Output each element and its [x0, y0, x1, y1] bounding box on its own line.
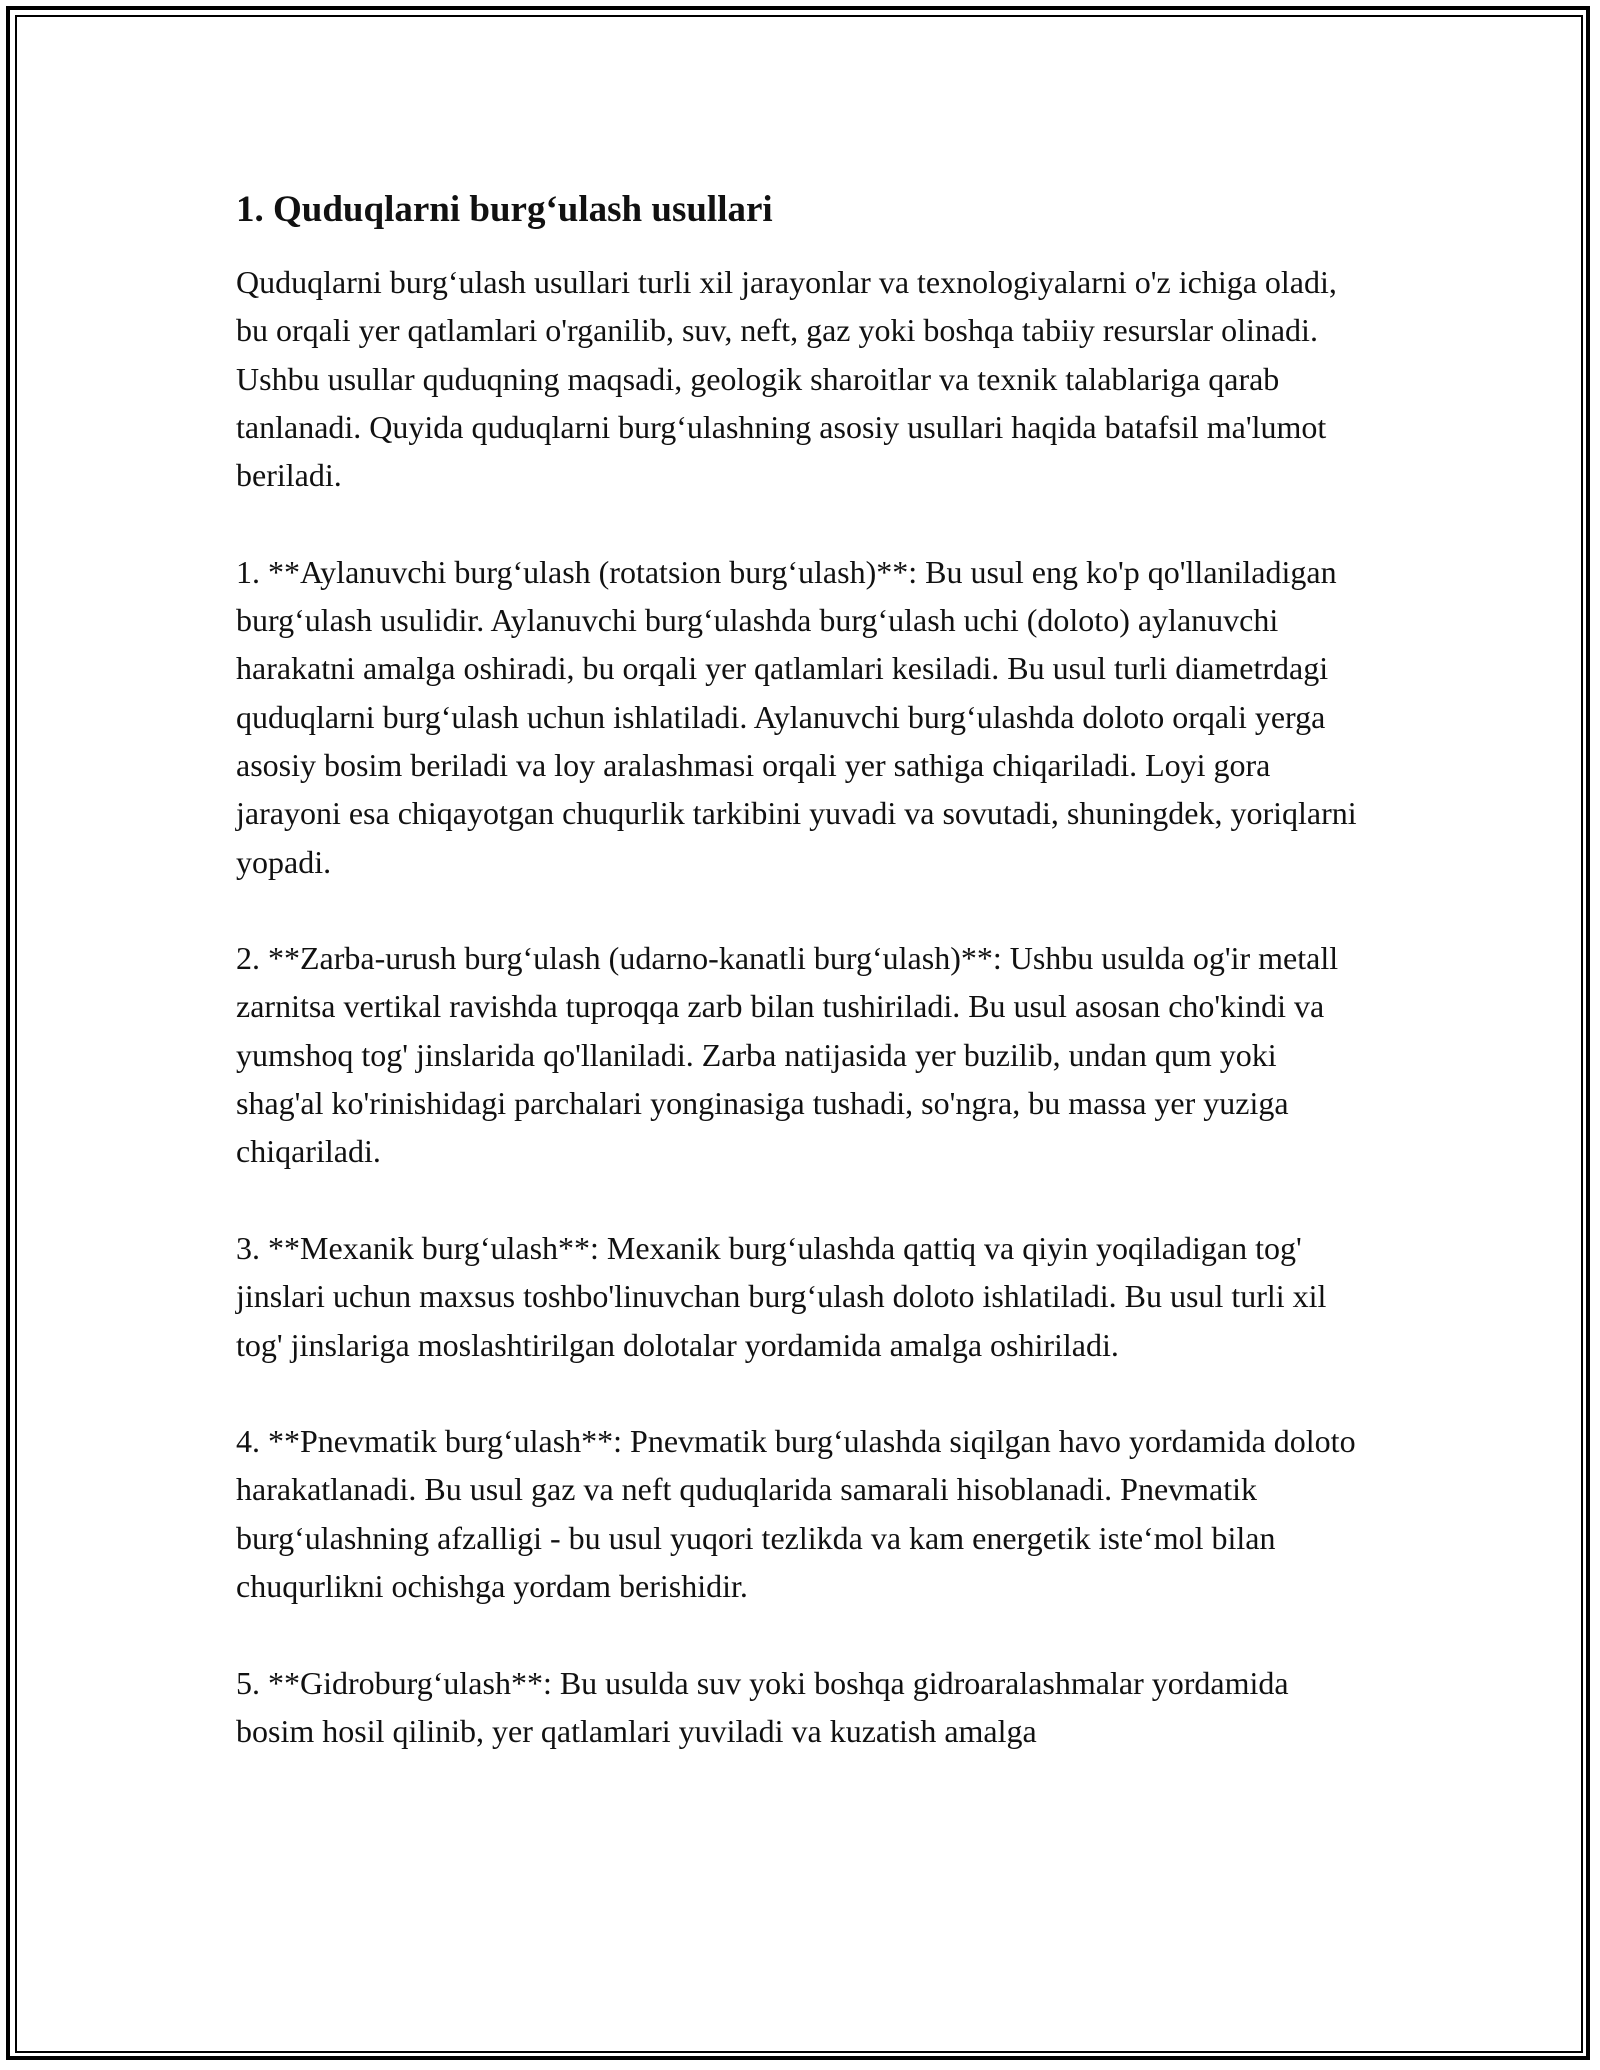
method-pneumatic-paragraph: 4. **Pnevmatik burg‘ulash**: Pnevmatik burg‘ulashda siqilgan havo yordamida doloto harakatlanadi. Bu usul gaz va neft quduqlarida samarali hisoblanadi. Pnevmatik burg‘ulashning afzalligi - bu usul yuqori tezlikda va kam energetik iste‘mol bilan chuqurlikni ochishga yordam berishidir. — [236, 1423, 1356, 1605]
section-heading: 1. Quduqlarni burg‘ulash usullari — [236, 189, 773, 230]
method-percussion-paragraph: 2. **Zarba-urush burg‘ulash (udarno-kanatli burg‘ulash)**: Ushbu usulda og'ir metall zarnitsa vertikal ravishda tuproqqa zarb bilan tushiriladi. Bu usul asosan cho'kindi va yumshoq tog' jinslarida qo'llaniladi. Zarba natijasida yer buzilib, undan qum yoki shag'al ko'rinishidagi parchalari yonginasiga tushadi, so'ngra, bu massa yer yuziga chiqariladi. — [236, 940, 1339, 1170]
method-mechanical-paragraph: 3. **Mexanik burg‘ulash**: Mexanik burg‘ulashda qattiq va qiyin yoqiladigan tog' jinslari uchun maxsus toshbo'linuvchan burg‘ulash doloto ishlatiladi. Bu usul turli xil tog' jinslariga moslashtirilgan dolotalar yordamida amalga oshiriladi. — [236, 1229, 1327, 1363]
method-rotary-paragraph: 1. **Aylanuvchi burg‘ulash (rotatsion burg‘ulash)**: Bu usul eng ko'p qo'llaniladigan burg‘ulash usulidir. Aylanuvchi burg‘ulashda burg‘ulash uchi (doloto) aylanuvchi harakatni amalga oshiradi, bu orqali yer qatlamlari kesiladi. Bu usul turli diametrdagi quduqlarni burg‘ulash uchun ishlatiladi. Aylanuvchi burg‘ulashda doloto orqali yerga asosiy bosim beriladi va loy aralashmasi orqali yer sathiga chiqariladi. Loyi gora jarayoni esa chiqayotgan chuqurlik tarkibini yuvadi va sovutadi, shuningdek, yoriqlarni yopadi. — [236, 553, 1357, 880]
document-body — [236, 186, 1366, 1804]
method-hydro-paragraph: 5. **Gidroburg‘ulash**: Bu usulda suv yoki boshqa gidroaralashmalar yordamida bosim hosil qilinib, yer qatlamlari yuviladi va kuzatish amalga — [236, 1664, 1289, 1749]
intro-paragraph: Quduqlarni burg‘ulash usullari turli xil jarayonlar va texnologiyalarni o'z ichiga oladi, bu orqali yer qatlamlari o'rganilib, suv, neft, gaz yoki boshqa tabiiy resurslar olinadi. Ushbu usullar quduqning maqsadi, geologik sharoitlar va texnik talablariga qarab tanlanadi. Quyida quduqlarni burg‘ulashning asosiy usullari haqida batafsil ma'lumot beriladi. — [236, 264, 1337, 494]
